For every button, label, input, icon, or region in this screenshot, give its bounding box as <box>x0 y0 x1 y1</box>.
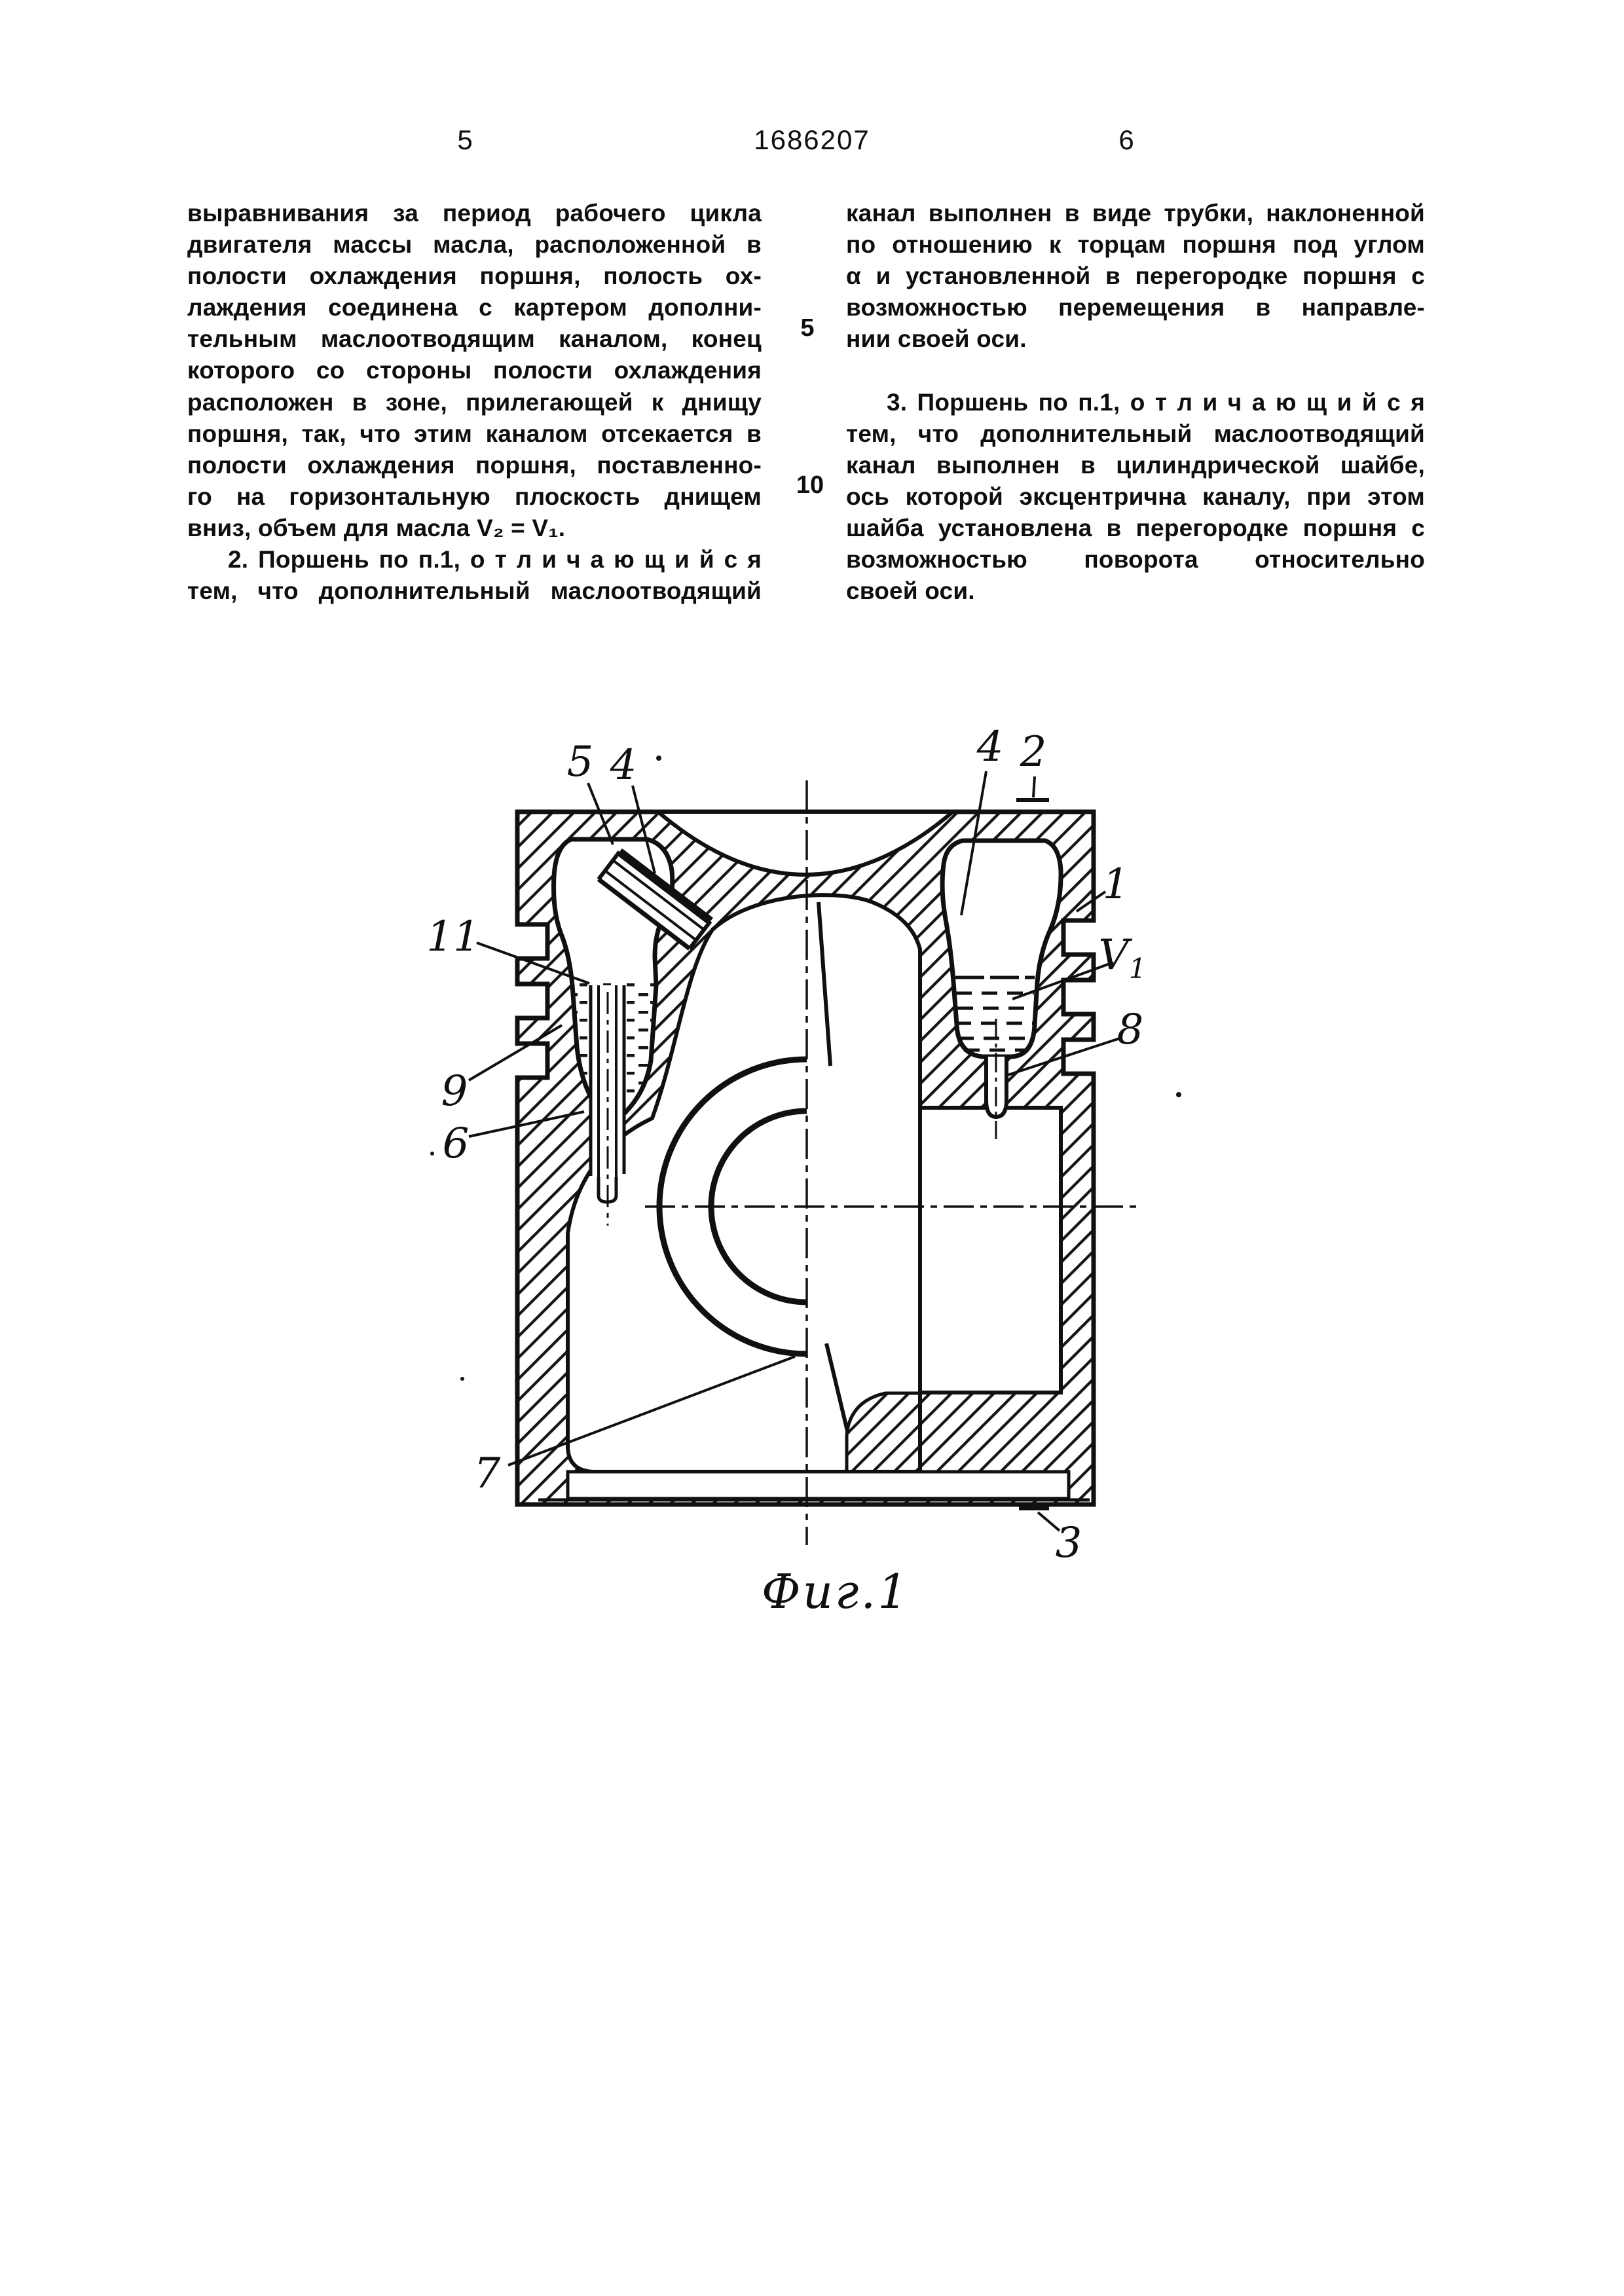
text-line: канал выполнен в виде трубки, наклоненной <box>846 200 1425 227</box>
text-line: канал выполнен в цилиндрической шайбе, <box>846 451 1425 479</box>
text-line: шайба установлена в перегородке поршня с <box>846 514 1425 541</box>
text-line: ось которой эксцентрична каналу, при этом <box>846 483 1425 510</box>
text-line: полости охлаждения поршня, полость ох- <box>187 263 762 290</box>
text-line: возможностью перемещения в направле- <box>846 294 1425 321</box>
text-line: поршня, так, что этим каналом отсекается в <box>187 420 762 447</box>
text-line: тем, что дополнительный маслоотводящий <box>187 577 762 605</box>
text-line: лаждения соединена с картером дополни- <box>187 294 762 321</box>
text-line: которого со стороны полости охлаждения <box>187 357 762 384</box>
figure-caption: Фиг.1 <box>761 1564 910 1619</box>
text-line: своей оси. <box>846 577 975 605</box>
text-line: нии своей оси. <box>846 325 1027 353</box>
text-line: возможностью поворота относительно <box>846 546 1425 574</box>
margin-line-number-5: 5 <box>800 314 815 342</box>
ref-numeral-7: 7 <box>473 1449 501 1498</box>
text-column-left <box>187 198 762 607</box>
patent-number: 1686207 <box>754 124 870 155</box>
ref-numeral-3: 3 <box>1055 1519 1082 1567</box>
text-line: вниз, объем для масла V₂ = V₁. <box>187 514 566 541</box>
text-line-claim-3: 3. Поршень по п.1, о т л и ч а ю щ и й с я <box>887 388 1425 416</box>
text-column-right <box>846 198 1425 607</box>
column-number-right: 6 <box>1118 124 1135 155</box>
ref-numeral-4-right: 4 <box>976 723 1004 771</box>
margin-line-number-10: 10 <box>796 471 824 499</box>
ref-numeral-9: 9 <box>441 1067 468 1116</box>
text-line-blank <box>846 355 1425 386</box>
ref-numeral-v1: $V_1$ <box>1098 931 1147 985</box>
text-line: расположен в зоне, прилегающей к днищу <box>187 388 762 416</box>
figure-1-piston-cross-section <box>367 707 1231 1637</box>
text-line: двигателя массы масла, расположенной в <box>187 231 762 259</box>
ref-numeral-4-left: 4 <box>610 741 637 790</box>
right-window <box>920 1108 1061 1393</box>
text-line: полости охлаждения поршня, поставленно- <box>187 451 762 479</box>
text-line: α и установленной в перегородке поршня с <box>846 263 1425 290</box>
text-line: выравнивания за период рабочего цикла <box>187 200 762 227</box>
ref-numeral-8: 8 <box>1116 1006 1144 1054</box>
ref-numeral-2: 2 <box>1020 728 1047 776</box>
text-line: тельным маслоотводящим каналом, конец <box>187 325 762 353</box>
ref-numeral-1: 1 <box>1102 860 1130 909</box>
ref-numeral-11: 11 <box>426 913 480 961</box>
skirt-bottom-strip <box>568 1472 1069 1499</box>
text-line: по отношению к торцам поршня под углом <box>846 231 1425 259</box>
text-line-claim-2: 2. Поршень по п.1, о т л и ч а ю щ и й с я <box>228 546 762 574</box>
text-line: го на горизонтальную плоскость днищем <box>187 483 762 510</box>
column-number-left: 5 <box>457 124 474 155</box>
text-line: тем, что дополнительный маслоотводящий <box>846 420 1425 447</box>
ref-numeral-6: 6 <box>442 1120 470 1168</box>
ref-numeral-5: 5 <box>566 738 594 786</box>
